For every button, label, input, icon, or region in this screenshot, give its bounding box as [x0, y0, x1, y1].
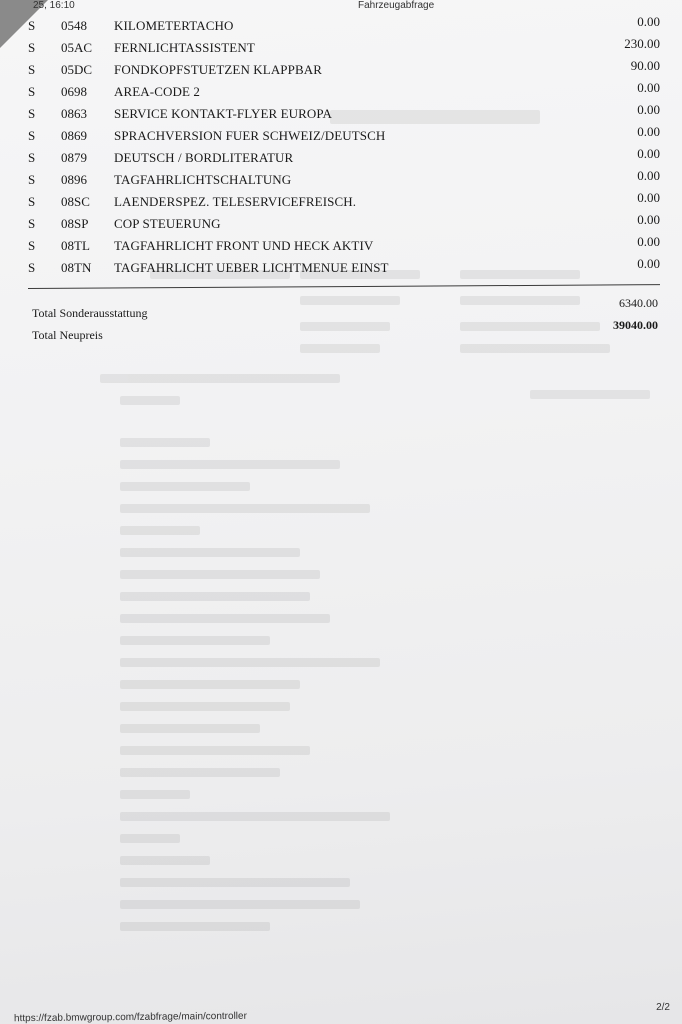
item-description: LAENDERSPEZ. TELESERVICEFREISCH.	[114, 194, 357, 209]
page-number: 2/2	[656, 1002, 670, 1013]
list-item	[0, 212, 682, 232]
item-code: 0879	[61, 150, 87, 165]
item-description: COP STEUERUNG	[114, 216, 221, 231]
total-neupreis-label: Total Neupreis	[32, 328, 103, 342]
item-flag: S	[28, 40, 36, 55]
item-flag: S	[28, 62, 36, 77]
item-price: 0.00	[637, 146, 660, 161]
item-flag: S	[28, 260, 36, 275]
list-item	[0, 36, 682, 56]
list-item	[0, 14, 682, 34]
item-description: FONDKOPFSTUETZEN KLAPPBAR	[114, 62, 322, 77]
item-code: 08SC	[61, 194, 90, 209]
item-code: 0896	[61, 172, 87, 187]
item-flag: S	[28, 150, 36, 165]
list-item	[0, 168, 682, 188]
list-item	[0, 124, 682, 144]
total-neupreis-value: 39040.00	[613, 318, 658, 332]
item-flag: S	[28, 84, 36, 99]
item-description: SPRACHVERSION FUER SCHWEIZ/DEUTSCH	[114, 128, 386, 143]
totals-divider	[28, 284, 660, 289]
item-description: TAGFAHRLICHT UEBER LICHTMENUE EINST	[114, 260, 389, 275]
item-price: 0.00	[637, 190, 660, 205]
item-flag: S	[28, 18, 36, 33]
item-flag: S	[28, 238, 36, 253]
item-description: KILOMETERTACHO	[114, 18, 234, 33]
show-through-shadow	[0, 100, 682, 980]
item-description: DEUTSCH / BORDLITERATUR	[114, 150, 294, 165]
list-item	[0, 102, 682, 122]
item-description: TAGFAHRLICHTSCHALTUNG	[114, 172, 292, 187]
item-price: 0.00	[637, 102, 660, 117]
footer-url: https://fzab.bmwgroup.com/fzabfrage/main/controller	[13, 1010, 247, 1024]
list-item	[0, 234, 682, 254]
item-code: 08TL	[61, 238, 90, 253]
item-flag: S	[28, 216, 36, 231]
item-code: 08TN	[61, 260, 92, 275]
item-flag: S	[28, 128, 36, 143]
list-item	[0, 80, 682, 100]
list-item	[0, 190, 682, 210]
item-price: 230.00	[624, 36, 660, 51]
total-sonderausstattung-label: Total Sonderausstattung	[32, 306, 148, 320]
item-code: 05DC	[61, 62, 93, 77]
item-code: 05AC	[61, 40, 93, 55]
item-code: 0869	[61, 128, 87, 143]
item-description: AREA-CODE 2	[114, 84, 200, 99]
list-item	[0, 58, 682, 78]
item-price: 0.00	[637, 124, 660, 139]
item-price: 0.00	[637, 256, 660, 271]
item-price: 90.00	[630, 58, 660, 73]
item-price: 0.00	[637, 168, 660, 183]
item-code: 0698	[61, 84, 87, 99]
total-sonderausstattung-value: 6340.00	[619, 296, 658, 310]
print-datetime: 25, 16:10	[33, 0, 75, 11]
item-flag: S	[28, 172, 36, 187]
item-description: SERVICE KONTAKT-FLYER EUROPA	[114, 106, 333, 121]
item-code: 0548	[61, 18, 87, 33]
item-flag: S	[28, 194, 36, 209]
print-title: Fahrzeugabfrage	[358, 0, 435, 11]
item-description: TAGFAHRLICHT FRONT UND HECK AKTIV	[114, 238, 374, 253]
item-price: 0.00	[637, 14, 660, 29]
item-code: 0863	[61, 106, 87, 121]
list-item	[0, 256, 682, 276]
item-price: 0.00	[637, 212, 660, 227]
item-code: 08SP	[61, 216, 89, 231]
item-price: 0.00	[637, 234, 660, 249]
item-price: 0.00	[637, 80, 660, 95]
item-flag: S	[28, 106, 36, 121]
item-description: FERNLICHTASSISTENT	[114, 40, 255, 55]
list-item	[0, 146, 682, 166]
